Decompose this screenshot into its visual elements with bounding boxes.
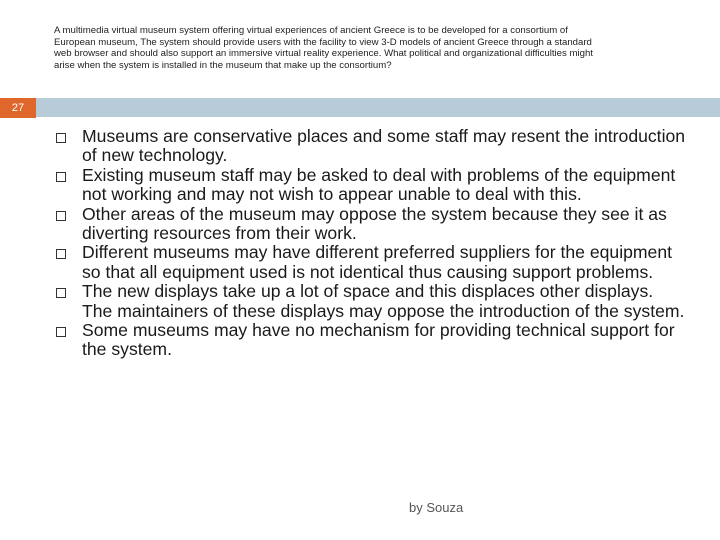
checkbox-bullet-icon xyxy=(56,288,66,298)
bullet-list xyxy=(56,127,686,360)
bullet-item xyxy=(56,166,686,205)
bullet-text: Existing museum staff may be asked to deal with problems of the equipment not working and may not wish to appear unable to deal with this. xyxy=(82,164,676,205)
footer-author: by Souza xyxy=(409,500,464,515)
bullet-item xyxy=(56,205,686,244)
bullet-text: Different museums may have different preferred suppliers for the equipment so that all equipment used is not identical thus causing support problems. xyxy=(82,242,673,282)
checkbox-bullet-icon xyxy=(56,249,66,259)
bullet-text: Museums are conservative places and some staff may resent the introduction of new technology. xyxy=(82,126,686,166)
checkbox-bullet-icon xyxy=(56,133,66,143)
bullet-item xyxy=(56,243,686,282)
bullet-item xyxy=(56,127,686,166)
checkbox-bullet-icon xyxy=(56,172,66,182)
bullet-text: The new displays take up a lot of space and this displaces other displays. The maintainers of these displays may oppose the introduction of the system. xyxy=(82,281,685,321)
bullet-item xyxy=(56,321,686,360)
question-text: A multimedia virtual museum system offering virtual experiences of ancient Greece is to be developed for a consortium of European museum, The system should provide users with the facility to view 3-D models of ancient Greece through a standard web browser and should also support an immersive virtual reality experience. What political and organizational difficulties might arise when the system is installed in the museum that make up the consortium? xyxy=(54,25,593,71)
bullet-text: Some museums may have no mechanism for providing technical support for the system. xyxy=(82,320,675,360)
bullet-text: Other areas of the museum may oppose the system because they see it as diverting resources from their work. xyxy=(82,203,667,244)
checkbox-bullet-icon xyxy=(56,327,66,337)
header-bar xyxy=(0,98,720,117)
checkbox-bullet-icon xyxy=(56,211,66,221)
bullet-item xyxy=(56,282,686,321)
slide-number: 27 xyxy=(0,98,36,118)
